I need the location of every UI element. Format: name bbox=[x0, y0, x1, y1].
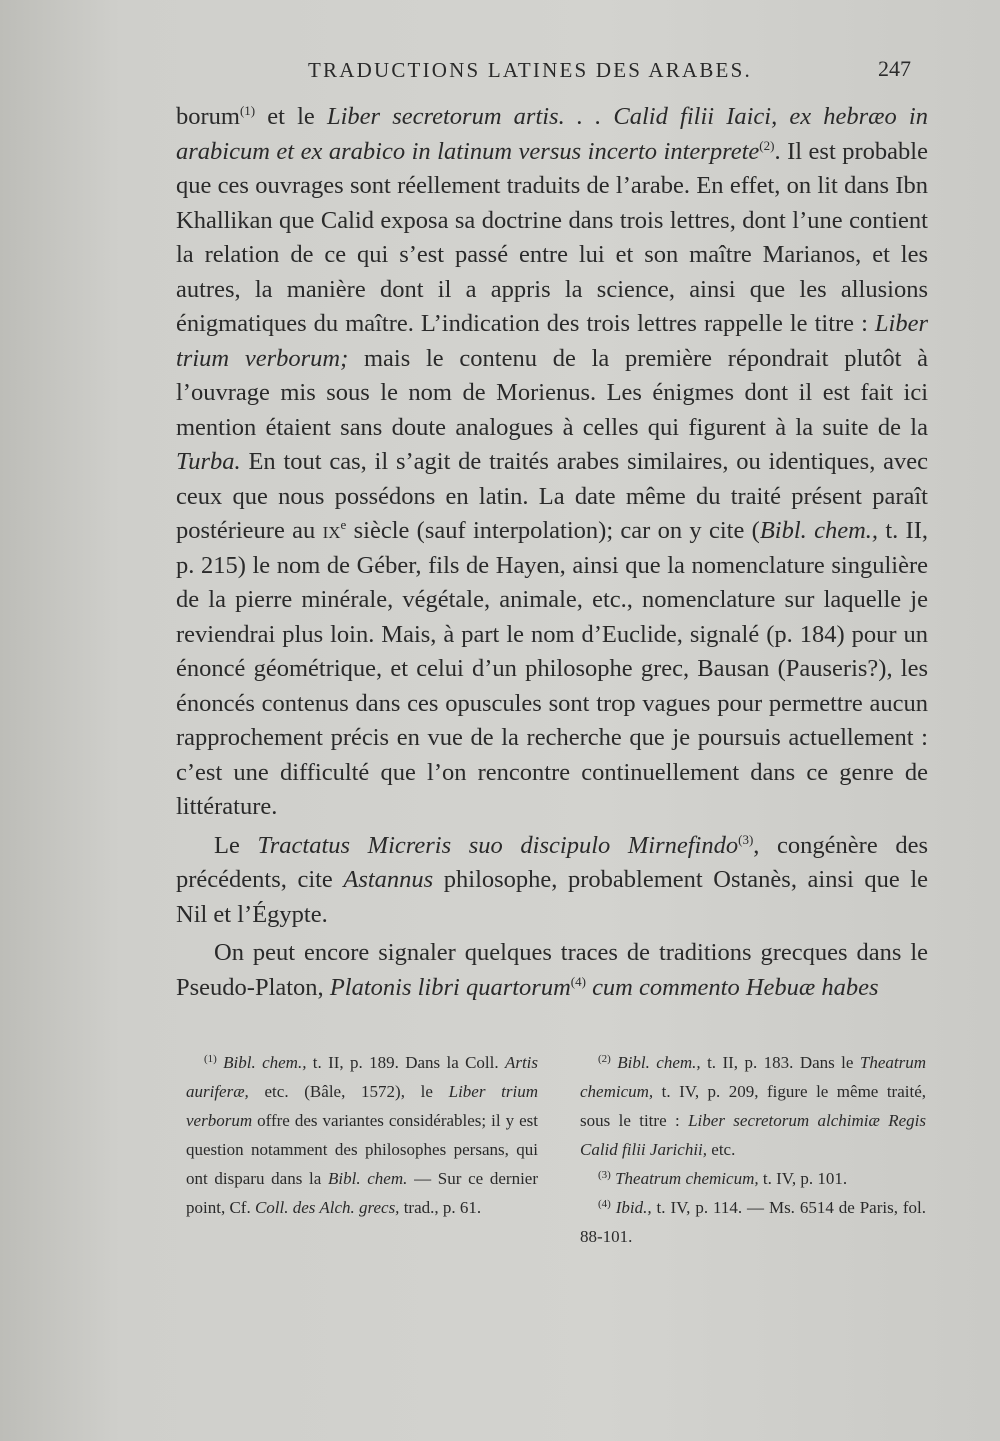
century-numeral: ix bbox=[322, 517, 341, 544]
ordinal-sup: e bbox=[340, 517, 347, 532]
text-run: — Sur ce dernier point, Cf. bbox=[186, 1169, 539, 1217]
page-number: 247 bbox=[878, 56, 911, 81]
text-run: trad., p. 61. bbox=[399, 1198, 482, 1217]
italic-title: cum commento Hebuæ habes bbox=[592, 973, 879, 1001]
text-run: offre des variantes considérables; il y est question notamment des philosophes persans, qui ont disparu dans la bbox=[186, 1111, 538, 1188]
italic-title: Liber secretorum alchimiæ Regis Calid filii Jarichii, bbox=[580, 1111, 926, 1159]
text-run: , congénère des précédents, cite bbox=[176, 831, 928, 893]
footnote-4 bbox=[580, 1193, 926, 1251]
italic-title: Theatrum chemicum, bbox=[580, 1053, 926, 1101]
text-run: etc. (Bâle, 1572), le bbox=[248, 1082, 449, 1101]
text-run: t. II, p. 183. Dans le bbox=[700, 1053, 860, 1072]
italic-title: Theatrum chemicum, bbox=[615, 1169, 759, 1188]
italic-citation: Bibl. chem., bbox=[759, 517, 879, 544]
footnote-ref-4[interactable]: (4) bbox=[570, 973, 586, 989]
italic-title: Tractatus Micreris suo discipulo Mirnefindo bbox=[257, 831, 739, 859]
text-run: philosophe, probablement Ostanès, ainsi que le Nil et l’Égypte. bbox=[176, 866, 928, 928]
italic-citation: Coll. des Alch. grecs, bbox=[254, 1198, 400, 1217]
text-run: En tout cas, il s’agit de traités arabes similaires, ou identiques, avec ceux que nous possédons en latin. La date même du traité présent paraît postérieure au bbox=[176, 448, 928, 544]
paragraph-2 bbox=[176, 829, 928, 933]
italic-title: Liber trium verborum; bbox=[176, 310, 928, 372]
paragraph-1 bbox=[176, 100, 928, 825]
italic-citation: Bibl. chem., bbox=[617, 1053, 701, 1072]
italic-citation: Bibl. chem., bbox=[223, 1053, 307, 1072]
text-run: t. II, p. 215) le nom de Géber, fils de Hayen, ainsi que la nomenclature singulière de la pierre minérale, végétale, animale, etc., nomenclature sur laquelle je reviendrai plus loin. Mais, à part le nom d’Euclide, signalé (p. 184) pour un énoncé géométrique, et celui d’un philosophe grec, Bausan (Pauseris?), les énoncés contenus dans ces opuscules sont trop vagues pour permettre aucun rapprochement précis en vue de la recherche que je poursuis actuellement : c’est une difficulté que l’on rencontre continuellement dans ce genre de littérature. bbox=[176, 517, 928, 820]
italic-citation: Ibid., bbox=[615, 1198, 652, 1217]
italic-title: Liber trium verborum bbox=[186, 1082, 539, 1130]
running-title: TRADUCTIONS LATINES DES ARABES. bbox=[308, 58, 752, 82]
footnote-marker: (4) bbox=[598, 1198, 611, 1210]
footnote-ref-1[interactable]: (1) bbox=[239, 103, 256, 118]
italic-title: Artis auriferæ, bbox=[186, 1053, 539, 1101]
footnote-ref-3[interactable]: (3) bbox=[738, 831, 754, 847]
text-run: t. II, p. 189. Dans la Coll. bbox=[306, 1053, 505, 1072]
paragraph-3 bbox=[176, 936, 928, 1005]
text-run: t. IV, p. 114. — Ms. 6514 de Paris, fol. 88-101. bbox=[580, 1198, 927, 1246]
text-run: t. IV, p. 209, figure le même traité, sous le titre : bbox=[580, 1082, 926, 1130]
page-header bbox=[0, 58, 1000, 88]
italic-title: Liber secretorum artis. . . Calid filii Iaici, ex hebræo in arabicum et ex arabico in latinum versus incerto interprete bbox=[176, 103, 928, 165]
footnote-marker: (2) bbox=[598, 1053, 611, 1065]
italic-title: Turba. bbox=[176, 448, 241, 475]
footnote-1 bbox=[186, 1048, 538, 1222]
footnote-marker: (3) bbox=[598, 1169, 611, 1181]
footnote-marker: (1) bbox=[204, 1053, 217, 1065]
footnotes-left-column bbox=[186, 1048, 538, 1222]
text-run: On peut encore signaler quelques traces de traditions grecques dans le Pseudo-Platon, bbox=[176, 939, 928, 1001]
text-run: t. IV, p. 101. bbox=[758, 1169, 848, 1188]
text-run: Le bbox=[214, 831, 258, 859]
italic-title: Platonis libri quartorum bbox=[329, 973, 571, 1001]
italic-name: Astannus bbox=[343, 866, 434, 893]
text-run: siècle (sauf interpolation); car on y cite ( bbox=[346, 517, 760, 544]
text-run: mais le contenu de la première répondrait plutôt à l’ouvrage mis sous le nom de Morienus. Les énigmes dont il est fait ici mention étaient sans doute analogues à celles qui figurent à la suite de la bbox=[176, 344, 928, 441]
text-run: borum bbox=[176, 103, 240, 130]
text-run: etc. bbox=[707, 1140, 736, 1159]
main-text bbox=[176, 100, 928, 1005]
footnote-ref-2[interactable]: (2) bbox=[759, 137, 775, 153]
footnote-2 bbox=[580, 1048, 926, 1164]
footnote-3 bbox=[580, 1164, 926, 1193]
footnotes-right-column bbox=[580, 1048, 926, 1251]
text-run: . Il est probable que ces ouvrages sont réellement traduits de l’arabe. En effet, on lit dans Ibn Khallikan que Calid exposa sa doctrine dans trois lettres, dont l’une contient la relation de ce qui s’est passé entre lui et son maître Marianos, et les autres, la manière dont il a appris la science, ainsi que les allusions énigmatiques du maître. L’indication des trois lettres rappelle le titre : bbox=[176, 137, 928, 337]
italic-citation: Bibl. chem. bbox=[327, 1169, 408, 1188]
text-run: et le bbox=[255, 103, 327, 130]
